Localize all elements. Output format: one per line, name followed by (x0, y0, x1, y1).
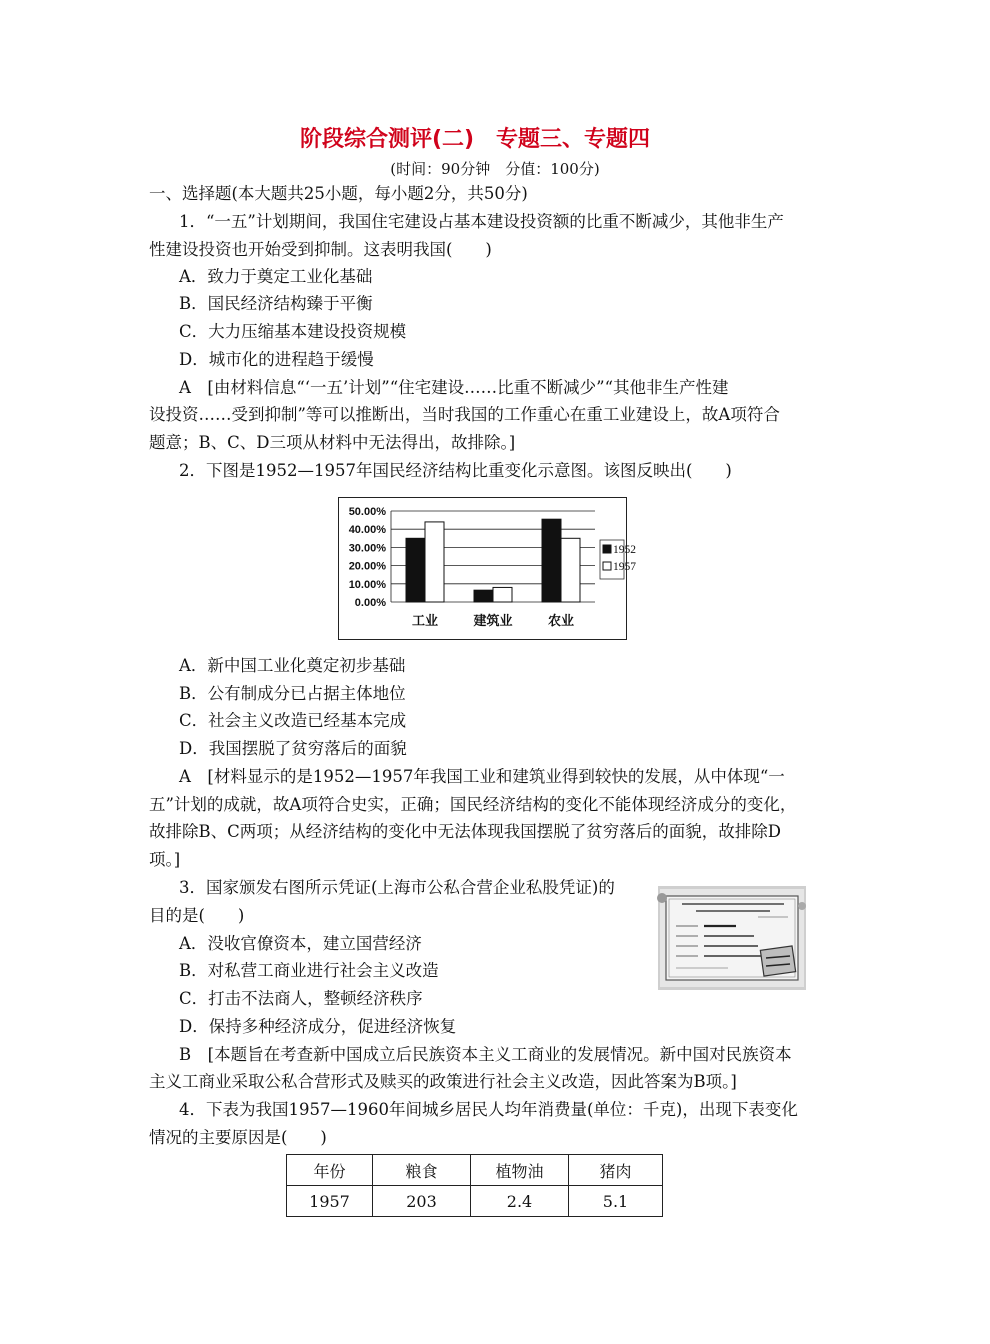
q3-answer-line2: 主义工商业采取公私合营形式及赎买的政策进行社会主义改造，因此答案为B项。] (149, 1072, 737, 1091)
q1-answer-line3: 题意；B、C、D三项从材料中无法得出，故排除。] (149, 433, 516, 452)
q2-answer-line2: 五”计划的成就，故A项符合史实，正确；国民经济结构的变化不能体现经济成分的变化， (149, 795, 797, 814)
q2-option-d: D．我国摆脱了贫穷落后的面貌 (179, 739, 407, 758)
page-title: 阶段综合测评(二) 专题三、专题四 (299, 127, 651, 152)
q3-option-d: D．保持多种经济成分，促进经济恢复 (179, 1017, 457, 1036)
q1-answer-line2: 设投资……受到抑制”等可以推断出，当时我国的工作重心在重工业建设上，故A项符合 (149, 405, 780, 424)
table-cell: 203 (373, 1186, 471, 1217)
q1-stem-line1: 1．“一五”计划期间，我国住宅建设占基本建设投资额的比重不断减少，其他非生产 (179, 212, 784, 231)
q2-stem: 2．下图是1952—1957年国民经济结构比重变化示意图。该图反映出( ) (179, 461, 732, 480)
bar (425, 522, 444, 602)
q1-option-a: A．致力于奠定工业化基础 (179, 267, 373, 286)
q1-option-c: C．大力压缩基本建设投资规模 (179, 322, 407, 341)
y-tick-label: 30.00% (348, 542, 386, 555)
x-tick-label: 农业 (547, 614, 575, 629)
table-cell: 2.4 (471, 1186, 569, 1217)
table-row (287, 1186, 663, 1217)
q3-option-c: C．打击不法商人，整顿经济秩序 (179, 989, 423, 1008)
q4-stem-line2: 情况的主要原因是( ) (149, 1128, 327, 1147)
q3-option-a: A．没收官僚资本，建立国营经济 (179, 934, 422, 953)
y-tick-label: 10.00% (348, 578, 386, 591)
q3-option-b: B．对私营工商业进行社会主义改造 (179, 961, 439, 980)
y-tick-label: 0.00% (354, 597, 386, 609)
q1-answer-line1: A [由材料信息“‘一五’计划”“住宅建设……比重不断减少”“其他非生产性建 (179, 378, 729, 397)
table-header-cell: 年份 (287, 1155, 373, 1186)
legend-swatch (603, 562, 611, 570)
q1-stem-line2: 性建设投资也开始受到抑制。这表明我国( ) (149, 240, 492, 259)
y-tick-label: 20.00% (348, 560, 386, 573)
bar (406, 538, 425, 602)
bar-chart (338, 497, 636, 640)
bar (474, 590, 493, 602)
y-tick-label: 40.00% (348, 524, 386, 537)
q2-option-b: B．公有制成分已占据主体地位 (179, 684, 406, 703)
q1-option-d: D．城市化的进程趋于缓慢 (179, 350, 374, 369)
q2-answer-line3: 故排除B、C两项；从经济结构的变化中无法体现我国摆脱了贫穷落后的面貌，故排除D (149, 822, 781, 841)
table-header-cell: 粮食 (373, 1155, 471, 1186)
q2-option-a: A．新中国工业化奠定初步基础 (179, 656, 406, 675)
x-tick-label: 建筑业 (473, 614, 513, 629)
q2-answer-line4: 项。] (149, 850, 181, 869)
bar (561, 538, 580, 602)
q3-stem-line2: 目的是( ) (149, 906, 245, 925)
q2-option-c: C．社会主义改造已经基本完成 (179, 711, 407, 730)
x-tick-label: 工业 (411, 614, 439, 629)
bar (493, 587, 512, 602)
table-header-cell: 植物油 (471, 1155, 569, 1186)
table-cell: 5.1 (569, 1186, 663, 1217)
table-header-cell: 猪肉 (569, 1155, 663, 1186)
y-tick-label: 50.00% (348, 506, 386, 518)
section-heading: 一、选择题(本大题共25小题，每小题2分，共50分) (149, 184, 528, 203)
q3-answer-line1: B [本题旨在考查新中国成立后民族资本主义工商业的发展情况。新中国对民族资本 (179, 1045, 792, 1064)
bar (542, 519, 561, 602)
share-certificate-image (658, 886, 806, 990)
table-cell: 1957 (287, 1186, 373, 1217)
legend-label: 1957 (613, 561, 636, 573)
q3-stem-line1: 3．国家颁发右图所示凭证(上海市公私合营企业私股凭证)的 (179, 878, 615, 897)
q1-option-b: B．国民经济结构臻于平衡 (179, 294, 373, 313)
bar-chart-svg (339, 498, 636, 638)
q4-stem-line1: 4．下表为我国1957—1960年间城乡居民人均年消费量(单位：千克)，出现下表变化 (179, 1100, 798, 1119)
legend-swatch (603, 545, 611, 553)
table-header-row (287, 1155, 663, 1186)
legend-label: 1952 (613, 544, 636, 556)
exam-info: (时间：90分钟 分值：100分) (390, 160, 600, 178)
q2-answer-line1: A [材料显示的是1952—1957年我国工业和建筑业得到较快的发展，从中体现“一 (179, 767, 785, 786)
consumption-table (286, 1154, 663, 1217)
